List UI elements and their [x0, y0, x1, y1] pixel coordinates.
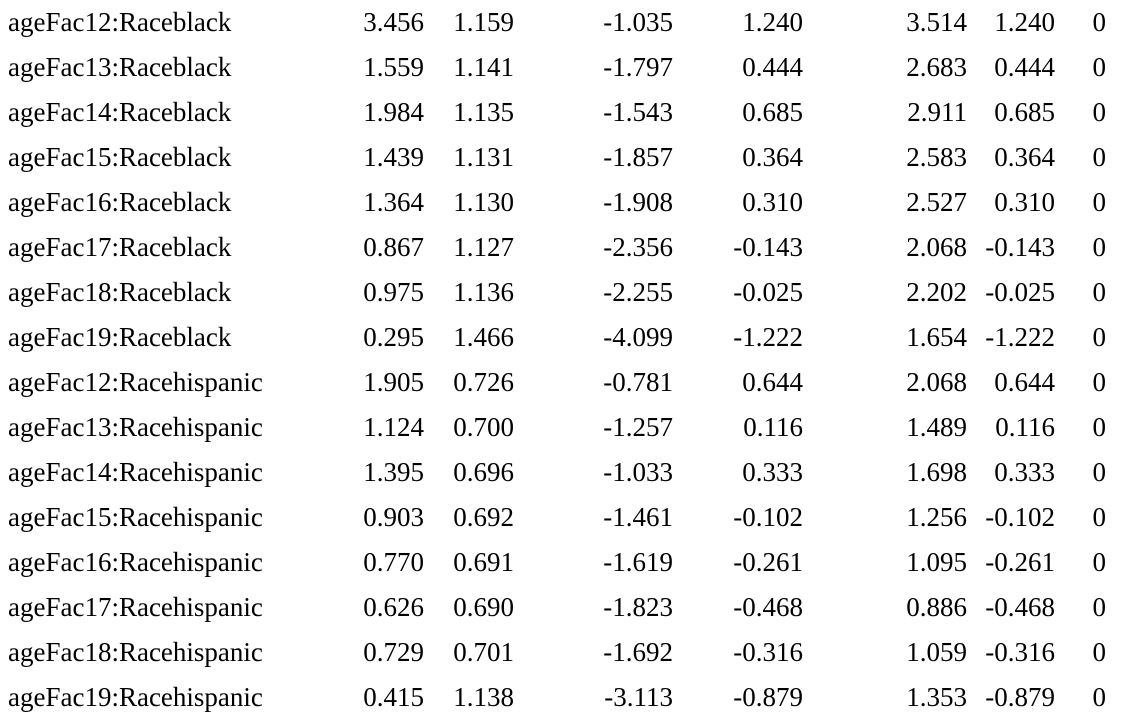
table-row	[0, 630, 1127, 675]
value-col-5: 2.911	[907, 97, 967, 127]
table-row	[0, 45, 1127, 90]
term-label: ageFac15:Racehispanic	[8, 502, 263, 532]
value-col-3: -1.035	[603, 7, 673, 37]
table-row	[0, 225, 1127, 270]
value-col-2: 0.692	[453, 502, 514, 532]
value-col-6: -0.468	[985, 592, 1055, 622]
value-col-2: 1.466	[453, 322, 514, 352]
value-col-7: 0	[1092, 367, 1106, 397]
value-col-2: 0.726	[453, 367, 514, 397]
table-row	[0, 315, 1127, 360]
value-col-3: -1.257	[603, 412, 673, 442]
value-col-5: 2.068	[906, 232, 967, 262]
value-col-3: -0.781	[603, 367, 673, 397]
table-row	[0, 405, 1127, 450]
value-col-7: 0	[1092, 52, 1106, 82]
value-col-7: 0	[1092, 547, 1106, 577]
value-col-2: 1.141	[453, 52, 514, 82]
value-col-2: 1.159	[453, 7, 514, 37]
value-col-4: -1.222	[733, 322, 803, 352]
value-col-5: 1.059	[906, 637, 967, 667]
value-col-4: 0.644	[742, 367, 803, 397]
table-row	[0, 540, 1127, 585]
table-row	[0, 495, 1127, 540]
value-col-4: 1.240	[742, 7, 803, 37]
value-col-2: 0.700	[453, 412, 514, 442]
value-col-6: -0.316	[985, 637, 1055, 667]
value-col-3: -1.619	[603, 547, 673, 577]
value-col-2: 0.690	[453, 592, 514, 622]
value-col-4: -0.879	[733, 682, 803, 712]
value-col-5: 1.353	[906, 682, 967, 712]
value-col-7: 0	[1092, 97, 1106, 127]
value-col-7: 0	[1092, 412, 1106, 442]
table-row	[0, 675, 1127, 720]
value-col-6: -0.879	[985, 682, 1055, 712]
value-col-3: -1.823	[603, 592, 673, 622]
value-col-7: 0	[1092, 232, 1106, 262]
value-col-6: -0.102	[985, 502, 1055, 532]
value-col-4: 0.116	[743, 412, 803, 442]
value-col-3: -2.356	[603, 232, 673, 262]
value-col-2: 1.131	[453, 142, 514, 172]
value-col-6: -1.222	[985, 322, 1055, 352]
term-label: ageFac14:Raceblack	[8, 97, 232, 127]
value-col-2: 0.696	[453, 457, 514, 487]
value-col-5: 0.886	[906, 592, 967, 622]
value-col-1: 0.295	[363, 322, 424, 352]
value-col-4: -0.143	[733, 232, 803, 262]
term-label: ageFac19:Raceblack	[8, 322, 232, 352]
table-row	[0, 90, 1127, 135]
term-label: ageFac12:Racehispanic	[8, 367, 263, 397]
term-label: ageFac12:Raceblack	[8, 7, 232, 37]
term-label: ageFac19:Racehispanic	[8, 682, 263, 712]
value-col-4: 0.310	[742, 187, 803, 217]
term-label: ageFac13:Racehispanic	[8, 412, 263, 442]
value-col-4: 0.364	[742, 142, 803, 172]
value-col-4: -0.316	[733, 637, 803, 667]
value-col-1: 0.729	[363, 637, 424, 667]
value-col-7: 0	[1092, 142, 1106, 172]
value-col-4: -0.468	[733, 592, 803, 622]
term-label: ageFac14:Racehispanic	[8, 457, 263, 487]
value-col-3: -1.908	[603, 187, 673, 217]
value-col-2: 1.136	[453, 277, 514, 307]
value-col-3: -1.857	[603, 142, 673, 172]
value-col-4: 0.685	[742, 97, 803, 127]
value-col-3: -3.113	[604, 682, 673, 712]
value-col-7: 0	[1092, 187, 1106, 217]
value-col-2: 1.135	[453, 97, 514, 127]
value-col-5: 2.202	[906, 277, 967, 307]
value-col-7: 0	[1092, 502, 1106, 532]
term-label: ageFac18:Racehispanic	[8, 637, 263, 667]
value-col-5: 1.256	[906, 502, 967, 532]
value-col-5: 2.683	[906, 52, 967, 82]
value-col-1: 0.770	[363, 547, 424, 577]
value-col-4: -0.261	[733, 547, 803, 577]
value-col-4: 0.444	[742, 52, 803, 82]
table-row	[0, 0, 1127, 45]
term-label: ageFac15:Raceblack	[8, 142, 232, 172]
value-col-7: 0	[1092, 592, 1106, 622]
value-col-5: 1.095	[906, 547, 967, 577]
value-col-2: 1.127	[453, 232, 514, 262]
term-label: ageFac16:Raceblack	[8, 187, 232, 217]
value-col-3: -1.033	[603, 457, 673, 487]
value-col-1: 1.439	[363, 142, 424, 172]
value-col-6: 0.364	[994, 142, 1055, 172]
value-col-4: -0.102	[733, 502, 803, 532]
value-col-1: 0.867	[363, 232, 424, 262]
value-col-6: 0.310	[994, 187, 1055, 217]
value-col-1: 1.364	[363, 187, 424, 217]
value-col-7: 0	[1092, 277, 1106, 307]
value-col-6: -0.261	[985, 547, 1055, 577]
value-col-3: -4.099	[603, 322, 673, 352]
value-col-6: 0.116	[995, 412, 1055, 442]
value-col-1: 1.984	[363, 97, 424, 127]
value-col-5: 2.583	[906, 142, 967, 172]
value-col-3: -2.255	[603, 277, 673, 307]
table-row	[0, 585, 1127, 630]
value-col-3: -1.692	[603, 637, 673, 667]
value-col-2: 0.691	[453, 547, 514, 577]
value-col-4: 0.333	[742, 457, 803, 487]
value-col-5: 2.527	[906, 187, 967, 217]
value-col-1: 1.559	[363, 52, 424, 82]
table-row	[0, 180, 1127, 225]
value-col-1: 3.456	[363, 7, 424, 37]
table-row	[0, 270, 1127, 315]
term-label: ageFac17:Raceblack	[8, 232, 232, 262]
value-col-7: 0	[1092, 682, 1106, 712]
term-label: ageFac16:Racehispanic	[8, 547, 263, 577]
value-col-3: -1.543	[603, 97, 673, 127]
value-col-2: 1.138	[453, 682, 514, 712]
value-col-6: 0.644	[994, 367, 1055, 397]
value-col-3: -1.461	[603, 502, 673, 532]
value-col-1: 0.415	[363, 682, 424, 712]
value-col-6: 0.444	[994, 52, 1055, 82]
value-col-5: 1.489	[906, 412, 967, 442]
value-col-1: 1.905	[363, 367, 424, 397]
value-col-6: -0.025	[985, 277, 1055, 307]
table-row	[0, 450, 1127, 495]
term-label: ageFac13:Raceblack	[8, 52, 232, 82]
value-col-1: 0.975	[363, 277, 424, 307]
value-col-3: -1.797	[603, 52, 673, 82]
term-label: ageFac17:Racehispanic	[8, 592, 263, 622]
value-col-5: 1.698	[906, 457, 967, 487]
value-col-2: 0.701	[453, 637, 514, 667]
value-col-1: 1.124	[363, 412, 424, 442]
value-col-6: -0.143	[985, 232, 1055, 262]
table-row	[0, 360, 1127, 405]
value-col-7: 0	[1092, 637, 1106, 667]
table-row	[0, 135, 1127, 180]
value-col-5: 1.654	[906, 322, 967, 352]
value-col-1: 0.903	[363, 502, 424, 532]
value-col-6: 1.240	[994, 7, 1055, 37]
value-col-7: 0	[1092, 457, 1106, 487]
value-col-4: -0.025	[733, 277, 803, 307]
value-col-6: 0.685	[994, 97, 1055, 127]
value-col-5: 2.068	[906, 367, 967, 397]
value-col-7: 0	[1092, 7, 1106, 37]
value-col-2: 1.130	[453, 187, 514, 217]
term-label: ageFac18:Raceblack	[8, 277, 232, 307]
value-col-7: 0	[1092, 322, 1106, 352]
value-col-1: 0.626	[363, 592, 424, 622]
value-col-6: 0.333	[994, 457, 1055, 487]
value-col-5: 3.514	[906, 7, 967, 37]
value-col-1: 1.395	[363, 457, 424, 487]
